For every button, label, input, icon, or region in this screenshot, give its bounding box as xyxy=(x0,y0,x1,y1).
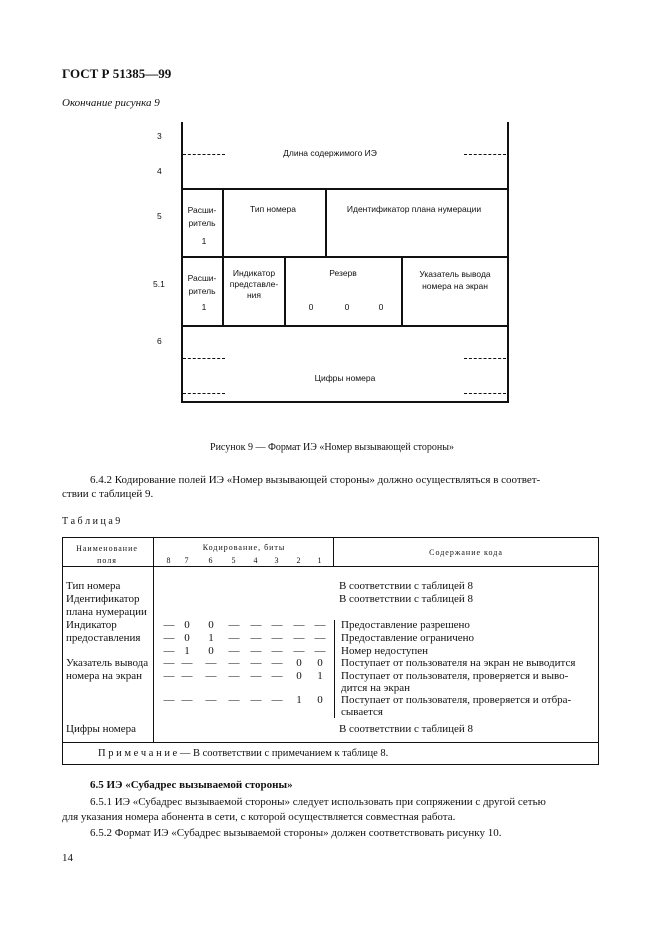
bit-value: — xyxy=(163,657,175,669)
header-field-name: Наименование поля xyxy=(76,544,138,565)
bit-value: — xyxy=(314,632,326,644)
extension-label: Расши- ритель xyxy=(187,205,217,228)
field-name: Тип номера xyxy=(66,580,121,592)
code-content: Номер недоступен xyxy=(341,645,429,657)
screening-indicator-label: Указатель вывода номера на экран xyxy=(419,269,491,291)
bit-value: — xyxy=(181,670,193,682)
bit-value: 0 xyxy=(317,694,323,706)
bit-header: 8 xyxy=(166,556,172,565)
reserve-label: Резерв xyxy=(329,268,357,278)
bit-value: — xyxy=(181,694,193,706)
field-name: Указатель вывода xyxy=(66,657,149,669)
extension-value: 1 xyxy=(201,302,207,312)
bit-header: 2 xyxy=(296,556,302,565)
row-label: 6 xyxy=(157,336,162,346)
reserve-bit: 0 xyxy=(378,302,384,312)
bit-header: 6 xyxy=(208,556,214,565)
bit-value: — xyxy=(163,632,175,644)
bit-value: 1 xyxy=(317,670,323,682)
bit-value: — xyxy=(271,645,283,657)
reserve-bit: 0 xyxy=(344,302,350,312)
code-content: Предоставление ограничено xyxy=(341,632,475,644)
bit-value: — xyxy=(250,694,262,706)
bit-value: — xyxy=(314,645,326,657)
code-content: Поступает от пользователя на экран не выводится xyxy=(341,657,576,669)
numbering-plan-label: Идентификатор плана нумерации xyxy=(346,204,482,214)
bit-header: 1 xyxy=(317,556,323,565)
bit-value: — xyxy=(250,645,262,657)
bit-header: 3 xyxy=(274,556,280,565)
bit-value: 0 xyxy=(208,645,214,657)
bit-value: — xyxy=(250,632,262,644)
bit-value: — xyxy=(181,657,193,669)
bit-value: — xyxy=(293,645,305,657)
bit-value: — xyxy=(228,694,240,706)
bit-value: — xyxy=(250,657,262,669)
bit-value: 0 xyxy=(296,657,302,669)
bit-value: — xyxy=(250,670,262,682)
row-label: 5 xyxy=(157,211,162,221)
bit-value: — xyxy=(163,645,175,657)
bit-value: — xyxy=(250,619,262,631)
bit-value: — xyxy=(271,632,283,644)
table-title: Т а б л и ц а 9 xyxy=(62,516,121,527)
paragraph: 6.4.2 Кодирование полей ИЭ «Номер вызывающей стороны» должно осуществляться в соответ- xyxy=(90,474,541,486)
bit-value: — xyxy=(271,657,283,669)
bit-value: — xyxy=(293,632,305,644)
bit-value: — xyxy=(228,619,240,631)
extension-label: Расши- ритель xyxy=(187,273,217,296)
code-content: дится на экран xyxy=(341,682,410,694)
bit-value: — xyxy=(314,619,326,631)
bit-value: — xyxy=(205,694,217,706)
code-content: сывается xyxy=(341,706,383,718)
code-content: В соответствии с таблицей 8 xyxy=(338,593,474,605)
field-name: Идентификатор xyxy=(66,593,140,605)
bit-value: — xyxy=(228,632,240,644)
bit-value: — xyxy=(271,670,283,682)
paragraph: 6.5.2 Формат ИЭ «Субадрес вызываемой стороны» должен соответствовать рисунку 10. xyxy=(90,827,502,839)
page-number: 14 xyxy=(62,852,73,864)
bit-value: 1 xyxy=(184,645,190,657)
bit-value: — xyxy=(271,694,283,706)
section-heading: 6.5 ИЭ «Субадрес вызываемой стороны» xyxy=(90,779,293,791)
bit-value: — xyxy=(228,657,240,669)
bit-value: 1 xyxy=(296,694,302,706)
code-content: В соответствии с таблицей 8 xyxy=(338,723,474,735)
code-content: Предоставление разрешено xyxy=(341,619,470,631)
reserve-bit: 0 xyxy=(308,302,314,312)
bit-value: — xyxy=(205,657,217,669)
bit-value: — xyxy=(271,619,283,631)
bit-header: 4 xyxy=(253,556,259,565)
bit-value: — xyxy=(228,645,240,657)
doc-code: ГОСТ Р 51385—99 xyxy=(62,66,172,81)
figure-continuation: Окончание рисунка 9 xyxy=(62,97,160,109)
row-label: 4 xyxy=(157,166,162,176)
bit-value: — xyxy=(228,670,240,682)
field-name: предоставления xyxy=(66,632,141,644)
number-type-label: Тип номера xyxy=(250,204,296,214)
bit-value: 0 xyxy=(317,657,323,669)
header-coding: Кодирование, биты xyxy=(202,543,286,552)
code-content: Поступает от пользователя, проверяется и выво- xyxy=(341,670,569,682)
paragraph: ствии с таблицей 9. xyxy=(62,488,154,500)
length-label: Длина содержимого ИЭ xyxy=(283,148,377,158)
bit-value: 0 xyxy=(184,619,190,631)
bit-value: — xyxy=(293,619,305,631)
bit-value: 0 xyxy=(184,632,190,644)
digits-label: Цифры номера xyxy=(314,373,376,383)
presentation-indicator-label: Индикатор представле- ния xyxy=(229,268,279,300)
paragraph: для указания номера абонента в сети, с которой осуществляется совместная работа. xyxy=(62,811,456,823)
field-name: плана нумерации xyxy=(66,606,147,618)
bit-header: 5 xyxy=(231,556,237,565)
row-label: 3 xyxy=(157,131,162,141)
code-content: Поступает от пользователя, проверяется и отбра- xyxy=(341,694,572,706)
field-name: номера на экран xyxy=(66,670,143,682)
bit-value: 1 xyxy=(208,632,214,644)
bit-value: — xyxy=(163,619,175,631)
bit-header: 7 xyxy=(184,556,190,565)
bit-value: — xyxy=(163,694,175,706)
bit-value: 0 xyxy=(296,670,302,682)
bit-value: — xyxy=(163,670,175,682)
field-name: Индикатор xyxy=(66,619,117,631)
field-name: Цифры номера xyxy=(66,723,137,735)
table-note: П р и м е ч а н и е — В соответствии с примечанием к таблице 8. xyxy=(98,748,389,759)
extension-value: 1 xyxy=(201,236,207,246)
header-content: Содержание кода xyxy=(429,548,503,557)
bit-value: — xyxy=(205,670,217,682)
bit-value: 0 xyxy=(208,619,214,631)
paragraph: 6.5.1 ИЭ «Субадрес вызываемой стороны» следует использовать при сопряжении с другой сетью xyxy=(90,796,546,808)
figure-caption: Рисунок 9 — Формат ИЭ «Номер вызывающей стороны» xyxy=(210,442,454,453)
code-content: В соответствии с таблицей 8 xyxy=(338,580,474,592)
row-label: 5.1 xyxy=(153,279,165,289)
